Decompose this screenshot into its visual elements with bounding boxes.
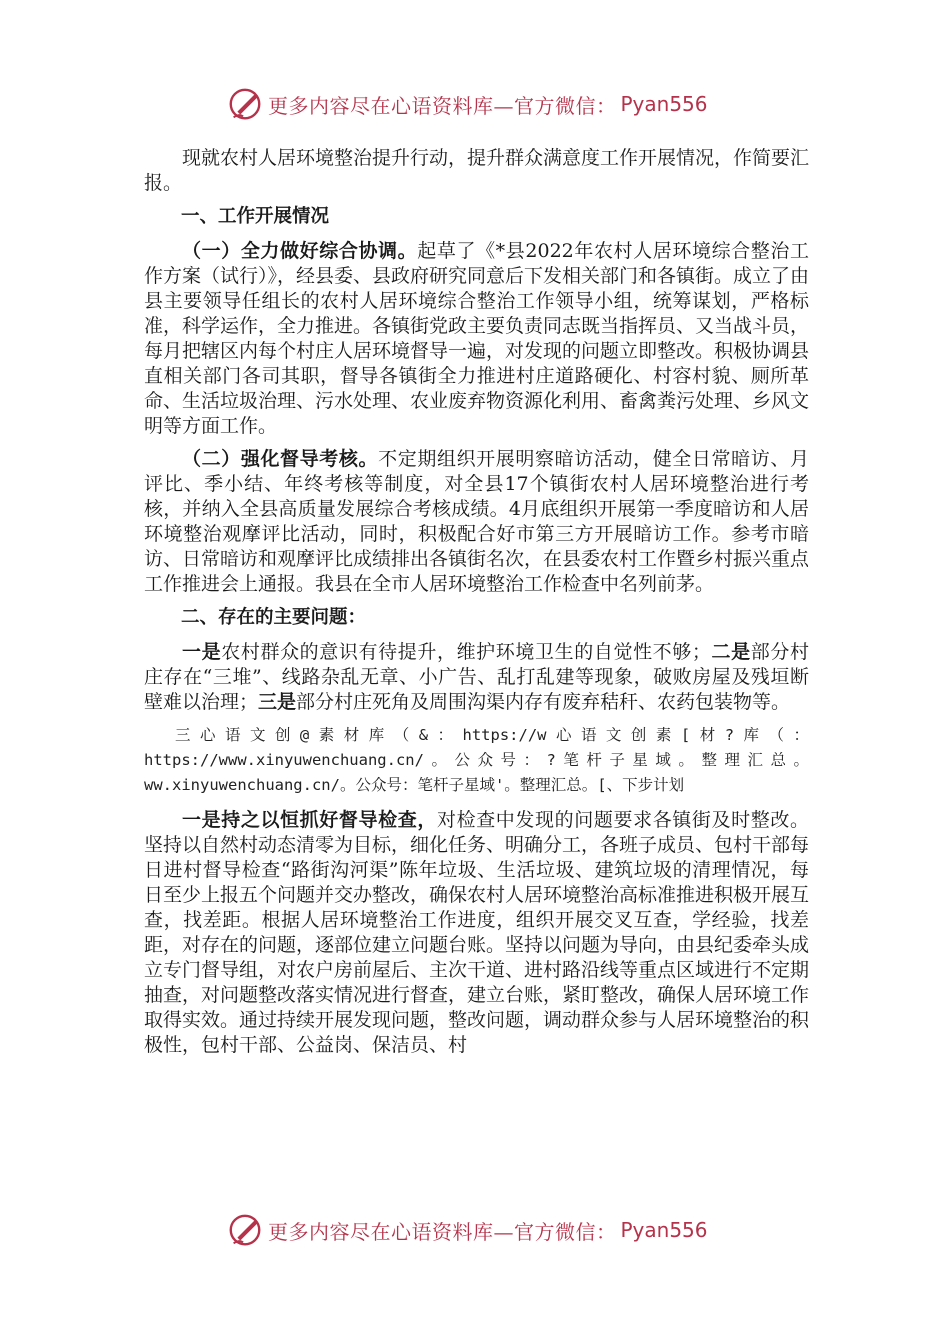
footer-banner-text: 更多内容尽在心语资料库—官方微信：: [268, 1219, 617, 1244]
problem3-text: 部分村庄死角及周围沟渠内存有废弃秸秆、农药包装物等。: [296, 691, 791, 713]
section1-item2: [144, 447, 809, 597]
section1-item2-body: 不定期组织开展明察暗访活动，健全日常暗访、月评比、季小结、年终考核等制度，对全县17个镇街农村人居环境整治进行考核，并纳入全县高质量发展综合考核成绩。4月底组织开展第一季度暗访和人居环境整治观摩评比活动，同时，积极配合好市第三方开展暗访工作。参考市暗访、日常暗访和观摩评比成绩排出各镇街名次，在县委农村工作暨乡村振兴重点工作推进会上通报。我县在全市人居环境整治工作检查中名列前茅。: [144, 448, 810, 595]
section1-item1: [144, 239, 809, 439]
pen-logo-icon: [226, 85, 264, 123]
problem3-lead: 三是: [258, 691, 297, 713]
problem2-lead: 二是: [710, 641, 751, 663]
watermark-noise-text: 三心语文创@素材库（&：https://w心语文创素[材?库（：https://www.xinyuwenchuang.cn/。公众号：?笔杆子星域。整理汇总。ww.xinyuwenchuang.cn/。公众号：笔杆子星域'。整理汇总。[、下步计划: [144, 726, 809, 794]
problem1-lead: 一是: [182, 641, 222, 663]
problem2-text: 部分村庄存在“三堆”、线路杂乱无章、小广告、乱打乱建等现象，破败房屋及残垣断壁难以治理；: [144, 641, 809, 713]
section3-item1: [144, 808, 809, 1058]
header-banner-text: 更多内容尽在心语资料库—官方微信：: [268, 93, 617, 118]
section3-item1-lead: 一是持之以恒抓好督导检查，: [182, 809, 437, 831]
section1-item2-lead: （二）强化督导考核。: [182, 448, 379, 470]
footer-banner-handle: Pyan556: [620, 1218, 708, 1242]
section2-problems: [144, 640, 809, 715]
section2-heading: 二、存在的主要问题：: [181, 607, 367, 628]
header-watermark-banner: [226, 84, 708, 124]
section1-item1-lead: （一）全力做好综合协调。: [182, 240, 418, 262]
section1-heading: 一、工作开展情况: [181, 206, 330, 227]
problem1-text: 农村群众的意识有待提升，维护环境卫生的自觉性不够；: [221, 641, 711, 663]
section1-item1-body: 起草了《*县2022年农村人居环境综合整治工作方案（试行）》，经县委、县政府研究同意后下发相关部门和各镇街。成立了由县主要领导任组长的农村人居环境综合整治工作领导小组，统筹谋划，严格标准，科学运作，全力推进。各镇街党政主要负责同志既当指挥员、又当战斗员，每月把辖区内每个村庄人居环境督导一遍，对发现的问题立即整改。积极协调县直相关部门各司其职，督导各镇街全力推进村庄道路硬化、村容村貌、厕所革命、生活垃圾治理、污水处理、农业废弃物资源化利用、畜禽粪污处理、乡风文明等方面工作。: [144, 240, 810, 437]
pen-logo-icon: [226, 1211, 264, 1249]
section3-item1-body: 对检查中发现的问题要求各镇街及时整改。坚持以自然村动态清零为目标，细化任务、明确分工，各班子成员、包村干部每日进村督导检查“路街沟河渠”陈年垃圾、生活垃圾、建筑垃圾的清理情况，每日至少上报五个问题并交办整改，确保农村人居环境整治高标准推进积极开展互查，找差距。根据人居环境整治工作进度，组织开展交叉互查，学经验，找差距，对存在的问题，逐部位建立问题台账。坚持以问题为导向，由县纪委牵头成立专门督导组，对农户房前屋后、主次干道、进村路沿线等重点区域进行不定期抽查，对问题整改落实情况进行督查，建立台账，紧盯整改，确保人居环境工作取得实效。通过持续开展发现问题，整改问题，调动群众参与人居环境整治的积极性，包村干部、公益岗、保洁员、村: [144, 809, 810, 1056]
header-banner-handle: Pyan556: [620, 92, 708, 116]
footer-watermark-banner: [226, 1210, 708, 1250]
intro-paragraph: 现就农村人居环境整治提升行动，提升群众满意度工作开展情况，作简要汇报。: [144, 147, 810, 194]
document-body: [144, 146, 809, 1066]
